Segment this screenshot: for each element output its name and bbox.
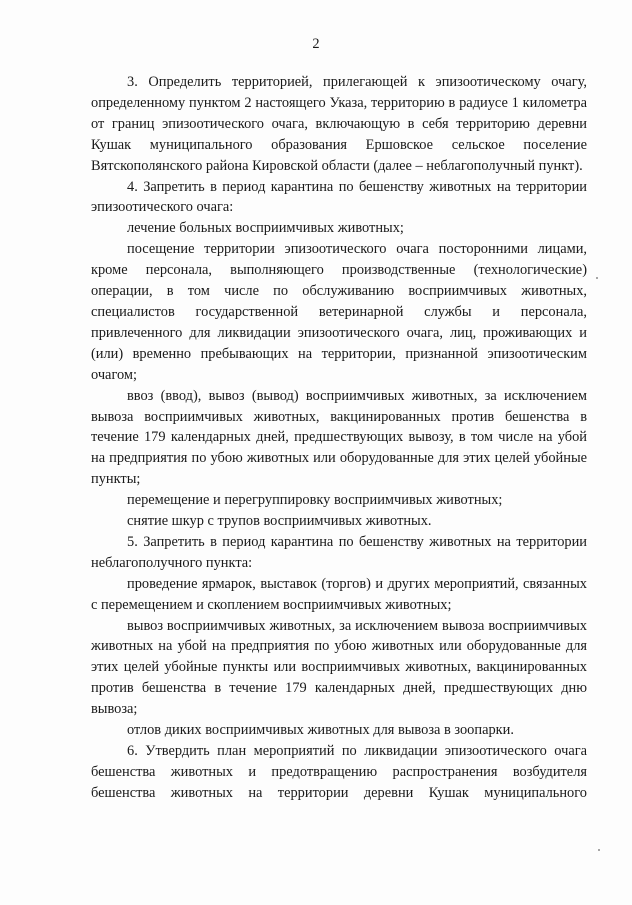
paragraph-6-plan: 6. Утвердить план мероприятий по ликвидации эпизоотического очага бешенства животных и предотвращению распространения возбудителя бешенства животных на территории деревни Кушак муниципального	[91, 743, 587, 801]
scan-speck	[596, 277, 598, 279]
scan-speck	[598, 849, 600, 851]
page-number: 2	[312, 36, 320, 52]
list-item-capture: отлов диких восприимчивых животных для вывоза в зоопарки.	[127, 722, 514, 739]
list-item-treatment: лечение больных восприимчивых животных;	[127, 220, 404, 237]
list-item-export: вывоз восприимчивых животных, за исключением вывоза восприимчивых животных на убой на предприятия по убою животных или оборудованные для этих целей убойные пункты или восприимчивых животных, вакцинированных против бешенства в течение 179 календарных дней, предшествующих дню вывоза;	[91, 617, 587, 718]
paragraph-3-adjacent-territory: 3. Определить территорией, прилегающей к эпизоотическому очагу, определенному пунктом 2 настоящего Указа, территорию в радиусе 1 километра от границ эпизоотического очага, включающую в себя территорию деревни Кушак муниципального образования Ершовское сельское поселение Вятскополянского района Кировской области (далее – неблагополучный пункт).	[91, 74, 587, 174]
list-item-fairs: проведение ярмарок, выставок (торгов) и других мероприятий, связанных с перемещением и скоплением восприимчивых животных;	[91, 575, 587, 613]
list-item-skinning: снятие шкур с трупов восприимчивых животных.	[127, 513, 432, 530]
list-item-import-export: ввоз (ввод), вывоз (вывод) восприимчивых животных, за исключением вывоза восприимчивых животных, вакцинированных против бешенства в течение 179 календарных дней, предшествующих вывозу, в том числе на убой на предприятия по убою животных или оборудованные для этих целей убойные пункты;	[91, 387, 587, 488]
list-item-regrouping: перемещение и перегруппировку восприимчивых животных;	[127, 492, 503, 509]
document-body	[91, 72, 587, 804]
list-item-visiting: посещение территории эпизоотического очага посторонними лицами, кроме персонала, выполняющего производственные (технологические) операции, в том числе по обслуживанию восприимчивых животных, специалистов государственной ветеринарной службы и персонала, привлеченного для ликвидации эпизоотического очага, лиц, проживающих и (или) временно пребывающих на территории, признанной эпизоотическим очагом;	[91, 241, 587, 383]
paragraph-4-focus-prohibitions: 4. Запретить в период карантина по бешенству животных на территории эпизоотического очага:	[91, 178, 587, 216]
paragraph-5-point-prohibitions: 5. Запретить в период карантина по бешенству животных на территории неблагополучного пункта:	[91, 533, 587, 571]
